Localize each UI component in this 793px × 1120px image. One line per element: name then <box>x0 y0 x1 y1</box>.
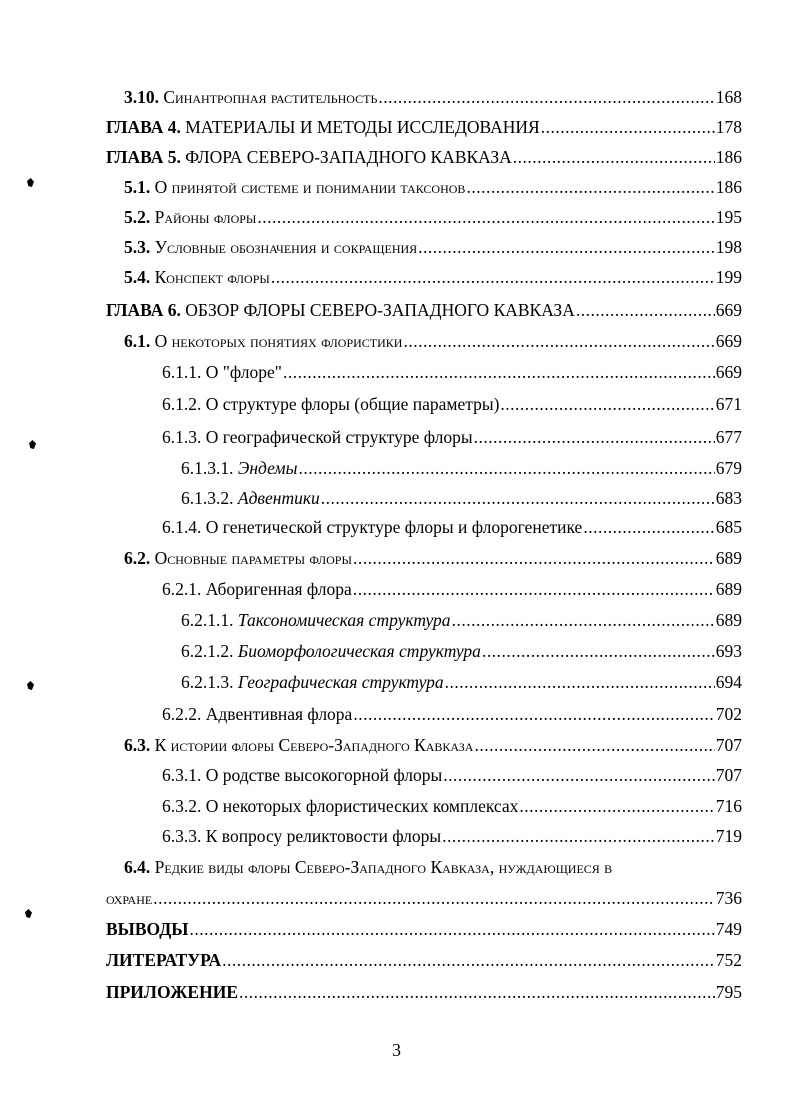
toc-entry <box>124 86 742 108</box>
toc-page: 669 <box>715 331 742 351</box>
toc-leader <box>500 393 714 415</box>
toc-leader <box>239 981 715 1003</box>
toc-number: 6.1.1. <box>162 362 202 382</box>
toc-page: 736 <box>715 888 742 908</box>
toc-number: 5.1. <box>124 177 151 197</box>
toc-page: 198 <box>715 237 742 257</box>
toc-title: О принятой системе и понимании таксонов <box>154 177 466 197</box>
toc-entry <box>162 393 742 415</box>
toc-page: 707 <box>715 765 742 785</box>
toc-number: 6.3. <box>124 735 151 755</box>
toc-number: 3.10. <box>124 87 159 107</box>
toc-title: Адвентивная флора <box>205 704 353 724</box>
toc-number: ГЛАВА 5. <box>106 147 181 167</box>
toc-number: 6.2.1.1. <box>181 610 234 630</box>
toc-entry <box>124 734 742 756</box>
toc-page: 689 <box>715 579 742 599</box>
toc-entry <box>124 547 742 569</box>
scan-mark <box>27 681 34 690</box>
toc-title: О структуре флоры (общие параметры) <box>205 394 500 414</box>
toc-page: 702 <box>715 704 742 724</box>
toc-page: 669 <box>715 362 742 382</box>
toc-entry <box>181 609 742 631</box>
toc-entry-first-line <box>124 856 742 878</box>
toc-number: 6.4. <box>124 857 151 877</box>
toc-leader <box>513 146 715 168</box>
toc-entry <box>162 703 742 725</box>
toc-page: 186 <box>715 177 742 197</box>
scan-mark <box>27 178 34 187</box>
toc-page: 178 <box>715 117 742 137</box>
toc-entry <box>106 887 742 909</box>
scan-mark <box>29 440 36 449</box>
toc-number: 6.1.3.1. <box>181 458 234 478</box>
toc-title: Синантропная растительность <box>163 87 378 107</box>
toc-leader <box>353 547 715 569</box>
toc-number: 6.3.1. <box>162 765 202 785</box>
toc-entry <box>162 825 742 847</box>
toc-number: 6.1.3. <box>162 427 202 447</box>
toc-title: ЛИТЕРАТУРА <box>106 950 222 970</box>
toc-number: 5.2. <box>124 207 151 227</box>
toc-page: 689 <box>715 610 742 630</box>
toc-page: 694 <box>715 672 742 692</box>
toc-title: Таксономическая структура <box>237 610 451 630</box>
toc-entry <box>162 361 742 383</box>
toc-entry <box>181 487 742 509</box>
toc-entry <box>124 330 742 352</box>
page-number: 3 <box>392 1040 401 1060</box>
toc-leader <box>452 609 715 631</box>
toc-page: 749 <box>715 919 742 939</box>
toc-title: ОБЗОР ФЛОРЫ СЕВЕРО-ЗАПАДНОГО КАВКАЗА <box>185 300 575 320</box>
toc-title: Биоморфологическая структура <box>237 641 481 661</box>
toc-leader <box>541 116 715 138</box>
toc-page: 677 <box>715 427 742 447</box>
toc-page: 719 <box>715 826 742 846</box>
toc-entry <box>162 516 742 538</box>
toc-title: ПРИЛОЖЕНИЕ <box>106 982 239 1002</box>
toc-number: ГЛАВА 6. <box>106 300 181 320</box>
toc-entry <box>106 981 742 1003</box>
toc-leader <box>353 703 714 725</box>
toc-page: 689 <box>715 548 742 568</box>
toc-title: О географической структуре флоры <box>205 427 473 447</box>
toc-number: 6.1. <box>124 331 151 351</box>
toc-number: 6.1.2. <box>162 394 202 414</box>
toc-leader <box>482 640 715 662</box>
toc-page: 685 <box>715 517 742 537</box>
toc-number: 6.2.2. <box>162 704 202 724</box>
toc-leader <box>257 206 714 228</box>
toc-leader <box>283 361 715 383</box>
toc-number: 6.3.3. <box>162 826 202 846</box>
toc-title: Аборигенная флора <box>205 579 352 599</box>
toc-leader <box>321 487 715 509</box>
toc-page: 752 <box>715 950 742 970</box>
toc-entry <box>106 116 742 138</box>
toc-leader <box>222 949 715 971</box>
toc-number: 6.1.4. <box>162 517 202 537</box>
toc-title: Географическая структура <box>237 672 444 692</box>
toc-entry <box>162 764 742 786</box>
toc-page: 199 <box>715 267 742 287</box>
toc-entry <box>162 795 742 817</box>
toc-leader <box>576 299 715 321</box>
toc-leader <box>445 671 715 693</box>
toc-title: О родстве высокогорной флоры <box>205 765 443 785</box>
toc-number: 6.2.1.3. <box>181 672 234 692</box>
toc-page: 716 <box>715 796 742 816</box>
toc-leader <box>153 887 715 909</box>
toc-leader <box>353 578 715 600</box>
toc-title: О некоторых понятиях флористики <box>154 331 403 351</box>
toc-number: 6.2.1. <box>162 579 202 599</box>
toc-entry <box>162 578 742 600</box>
scan-mark <box>25 909 32 918</box>
toc-page: 186 <box>715 147 742 167</box>
toc-number: 6.3.2. <box>162 796 202 816</box>
toc-page: 195 <box>715 207 742 227</box>
toc-page: 683 <box>715 488 742 508</box>
toc-entry <box>124 176 742 198</box>
toc-entry <box>106 146 742 168</box>
toc-title: О "флоре" <box>205 362 282 382</box>
toc-title: Редкие виды флоры Северо-Западного Кавказа, нуждающиеся в <box>154 857 613 877</box>
toc-leader <box>271 266 715 288</box>
toc-entry <box>181 671 742 693</box>
toc-title: ФЛОРА СЕВЕРО-ЗАПАДНОГО КАВКАЗА <box>185 147 512 167</box>
toc-title-continuation: охране <box>106 888 153 908</box>
toc-number: 5.4. <box>124 267 151 287</box>
toc-title: Условные обозначения и сокращения <box>154 237 418 257</box>
toc-number: 5.3. <box>124 237 151 257</box>
toc-entry <box>181 640 742 662</box>
toc-entry <box>124 266 742 288</box>
toc-entry <box>124 206 742 228</box>
toc-entry <box>106 299 742 321</box>
toc-leader <box>403 330 714 352</box>
toc-leader <box>298 457 714 479</box>
toc-title: Основные параметры флоры <box>154 548 352 568</box>
toc-number: ГЛАВА 4. <box>106 117 181 137</box>
toc-entry <box>162 426 742 448</box>
toc-entry <box>106 918 742 940</box>
toc-leader <box>190 918 715 940</box>
toc-title: Конспект флоры <box>154 267 270 287</box>
toc-leader <box>442 825 715 847</box>
toc-number: 6.2.1.2. <box>181 641 234 661</box>
toc-page: 168 <box>715 87 742 107</box>
toc-leader <box>378 86 714 108</box>
toc-title: Районы флоры <box>154 207 257 227</box>
toc-number: 6.2. <box>124 548 151 568</box>
toc-leader <box>443 764 714 786</box>
toc-number: 6.1.3.2. <box>181 488 234 508</box>
toc-title: Эндемы <box>237 458 298 478</box>
toc-page: 693 <box>715 641 742 661</box>
toc-leader <box>466 176 714 198</box>
toc-entry <box>181 457 742 479</box>
toc-leader <box>583 516 714 538</box>
toc-title: МАТЕРИАЛЫ И МЕТОДЫ ИССЛЕДОВАНИЯ <box>185 117 540 137</box>
toc-leader <box>519 795 714 817</box>
toc-title: О генетической структуре флоры и флорогенетике <box>205 517 583 537</box>
toc-leader <box>474 734 714 756</box>
toc-title: ВЫВОДЫ <box>106 919 189 939</box>
toc-page: 707 <box>715 735 742 755</box>
toc-title: О некоторых флористических комплексах <box>205 796 519 816</box>
toc-title: К истории флоры Северо-Западного Кавказа <box>154 735 474 755</box>
toc-title: Адвентики <box>237 488 320 508</box>
toc-page: 795 <box>715 982 742 1002</box>
toc-entry <box>124 236 742 258</box>
toc-title: К вопросу реликтовости флоры <box>205 826 442 846</box>
toc-page: 679 <box>715 458 742 478</box>
toc-leader <box>474 426 715 448</box>
toc-entry <box>106 949 742 971</box>
toc-page: 669 <box>715 300 742 320</box>
toc-page: 671 <box>715 394 742 414</box>
toc-leader <box>418 236 715 258</box>
